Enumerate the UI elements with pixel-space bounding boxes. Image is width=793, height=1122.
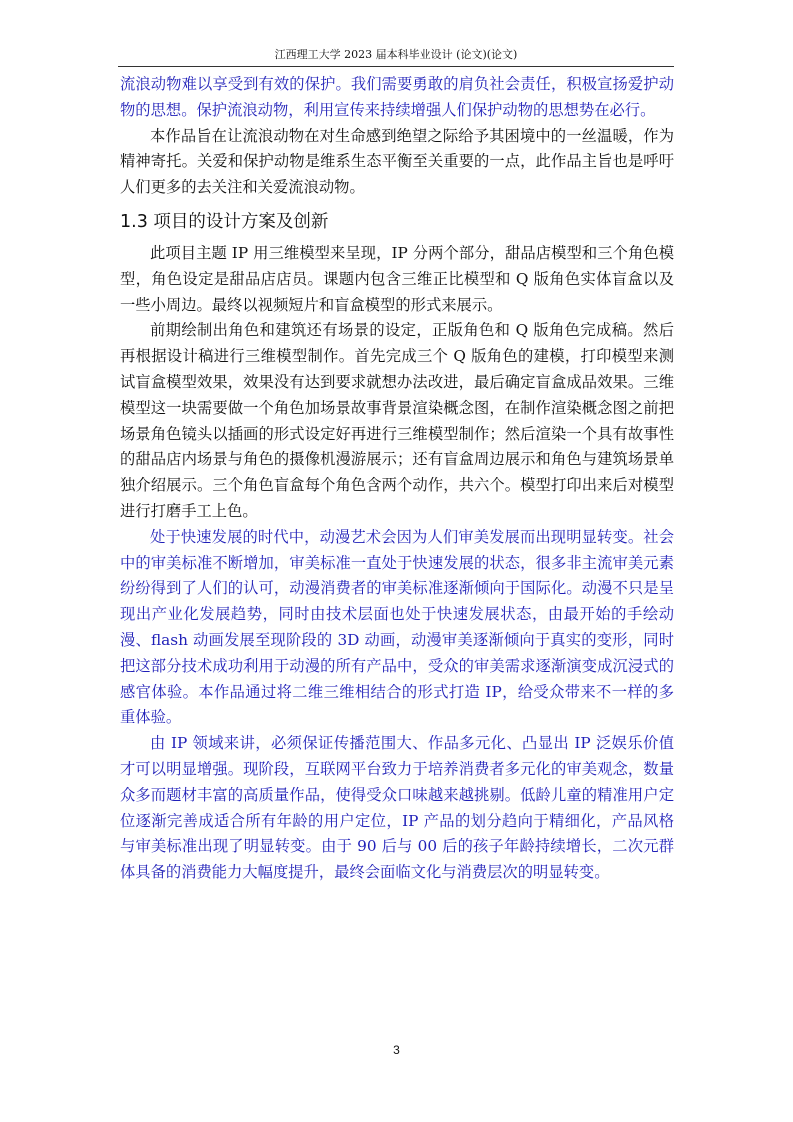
body-text: [120, 72, 674, 886]
paragraph-ip-overview: 此项目主题 IP 用三维模型来呈现，IP 分两个部分，甜品店模型和三个角色模型，角色设定是甜品店店员。课题内包含三维正比模型和 Q 版角色实体盲盒以及一些小周边。最终以视频短片和盲盒模型的形式来展示。: [120, 243, 674, 314]
paragraph-workflow: 前期绘制出角色和建筑还有场景的设定，正版角色和 Q 版角色完成稿。然后再根据设计稿进行三维模型制作。首先完成三个 Q 版角色的建模，打印模型来测试盲盒模型效果，效果没有达到要求就想办法改进，最后确定盲盒成品效果。三维模型这一块需要做一个角色加场景故事背景渲染概念图，在制作渲染概念图之前把场景角色镜头以插画的形式设定好再进行三维模型制作；然后渲染一个具有故事性的甜品店内场景与角色的摄像机漫游展示；还有盲盒周边展示和角色与建筑场景单独介绍展示。三个角色盲盒每个角色含两个动作，共六个。模型打印出来后对模型进行打磨手工上色。: [120, 321, 674, 520]
running-header: 江西理工大学 2023 届本科毕业设计 (论文)(论文): [118, 47, 674, 67]
section-heading: 1.3 项目的设计方案及创新: [120, 211, 329, 232]
page-number: 3: [393, 1043, 400, 1057]
paragraph-ip-field: 由 IP 领域来讲，必须保证传播范围大、作品多元化、凸显出 IP 泛娱乐价值才可以明显增强。现阶段，互联网平台致力于培养消费者多元化的审美观念，数量众多而题材丰富的高质量作品，使得受众口味越来越挑剔。低龄儿童的精准用户定位逐渐完善成适合所有年龄的用户定位，IP 产品的划分趋向于精细化，产品风格与审美标准出现了明显转变。由于 90 后与 00 后的孩子年龄持续增长，二次元群体具备的消费能力大幅度提升，最终会面临文化与消费层次的明显转变。: [120, 734, 674, 882]
paragraph-animation-aesthetics: 处于快速发展的时代中，动漫艺术会因为人们审美发展而出现明显转变。社会中的审美标准不断增加，审美标准一直处于快速发展的状态，很多非主流审美元素纷纷得到了人们的认可，动漫消费者的审美标准逐渐倾向于国际化。动漫不只是呈现出产业化发展趋势，同时由技术层面也处于快速发展状态，由最开始的手绘动漫、flash 动画发展至现阶段的 3D 动画，动漫审美逐渐倾向于真实的变形，同时把这部分技术成功利用于动漫的所有产品中，受众的审美需求逐渐演变成沉浸式的感官体验。本作品通过将二维三维相结合的形式打造 IP，给受众带来不一样的多重体验。: [120, 527, 674, 727]
paragraph-stray-animal-protection: 流浪动物难以享受到有效的保护。我们需要勇敢的肩负社会责任，积极宣扬爱护动物的思想。保护流浪动物，利用宣传来持续增强人们保护动物的思想势在必行。: [120, 75, 674, 119]
paragraph-work-purpose: 本作品旨在让流浪动物在对生命感到绝望之际给予其困境中的一丝温暖，作为精神寄托。关爱和保护动物是维系生态平衡至关重要的一点，此作品主旨也是呼吁人们更多的去关注和关爱流浪动物。: [120, 126, 674, 197]
